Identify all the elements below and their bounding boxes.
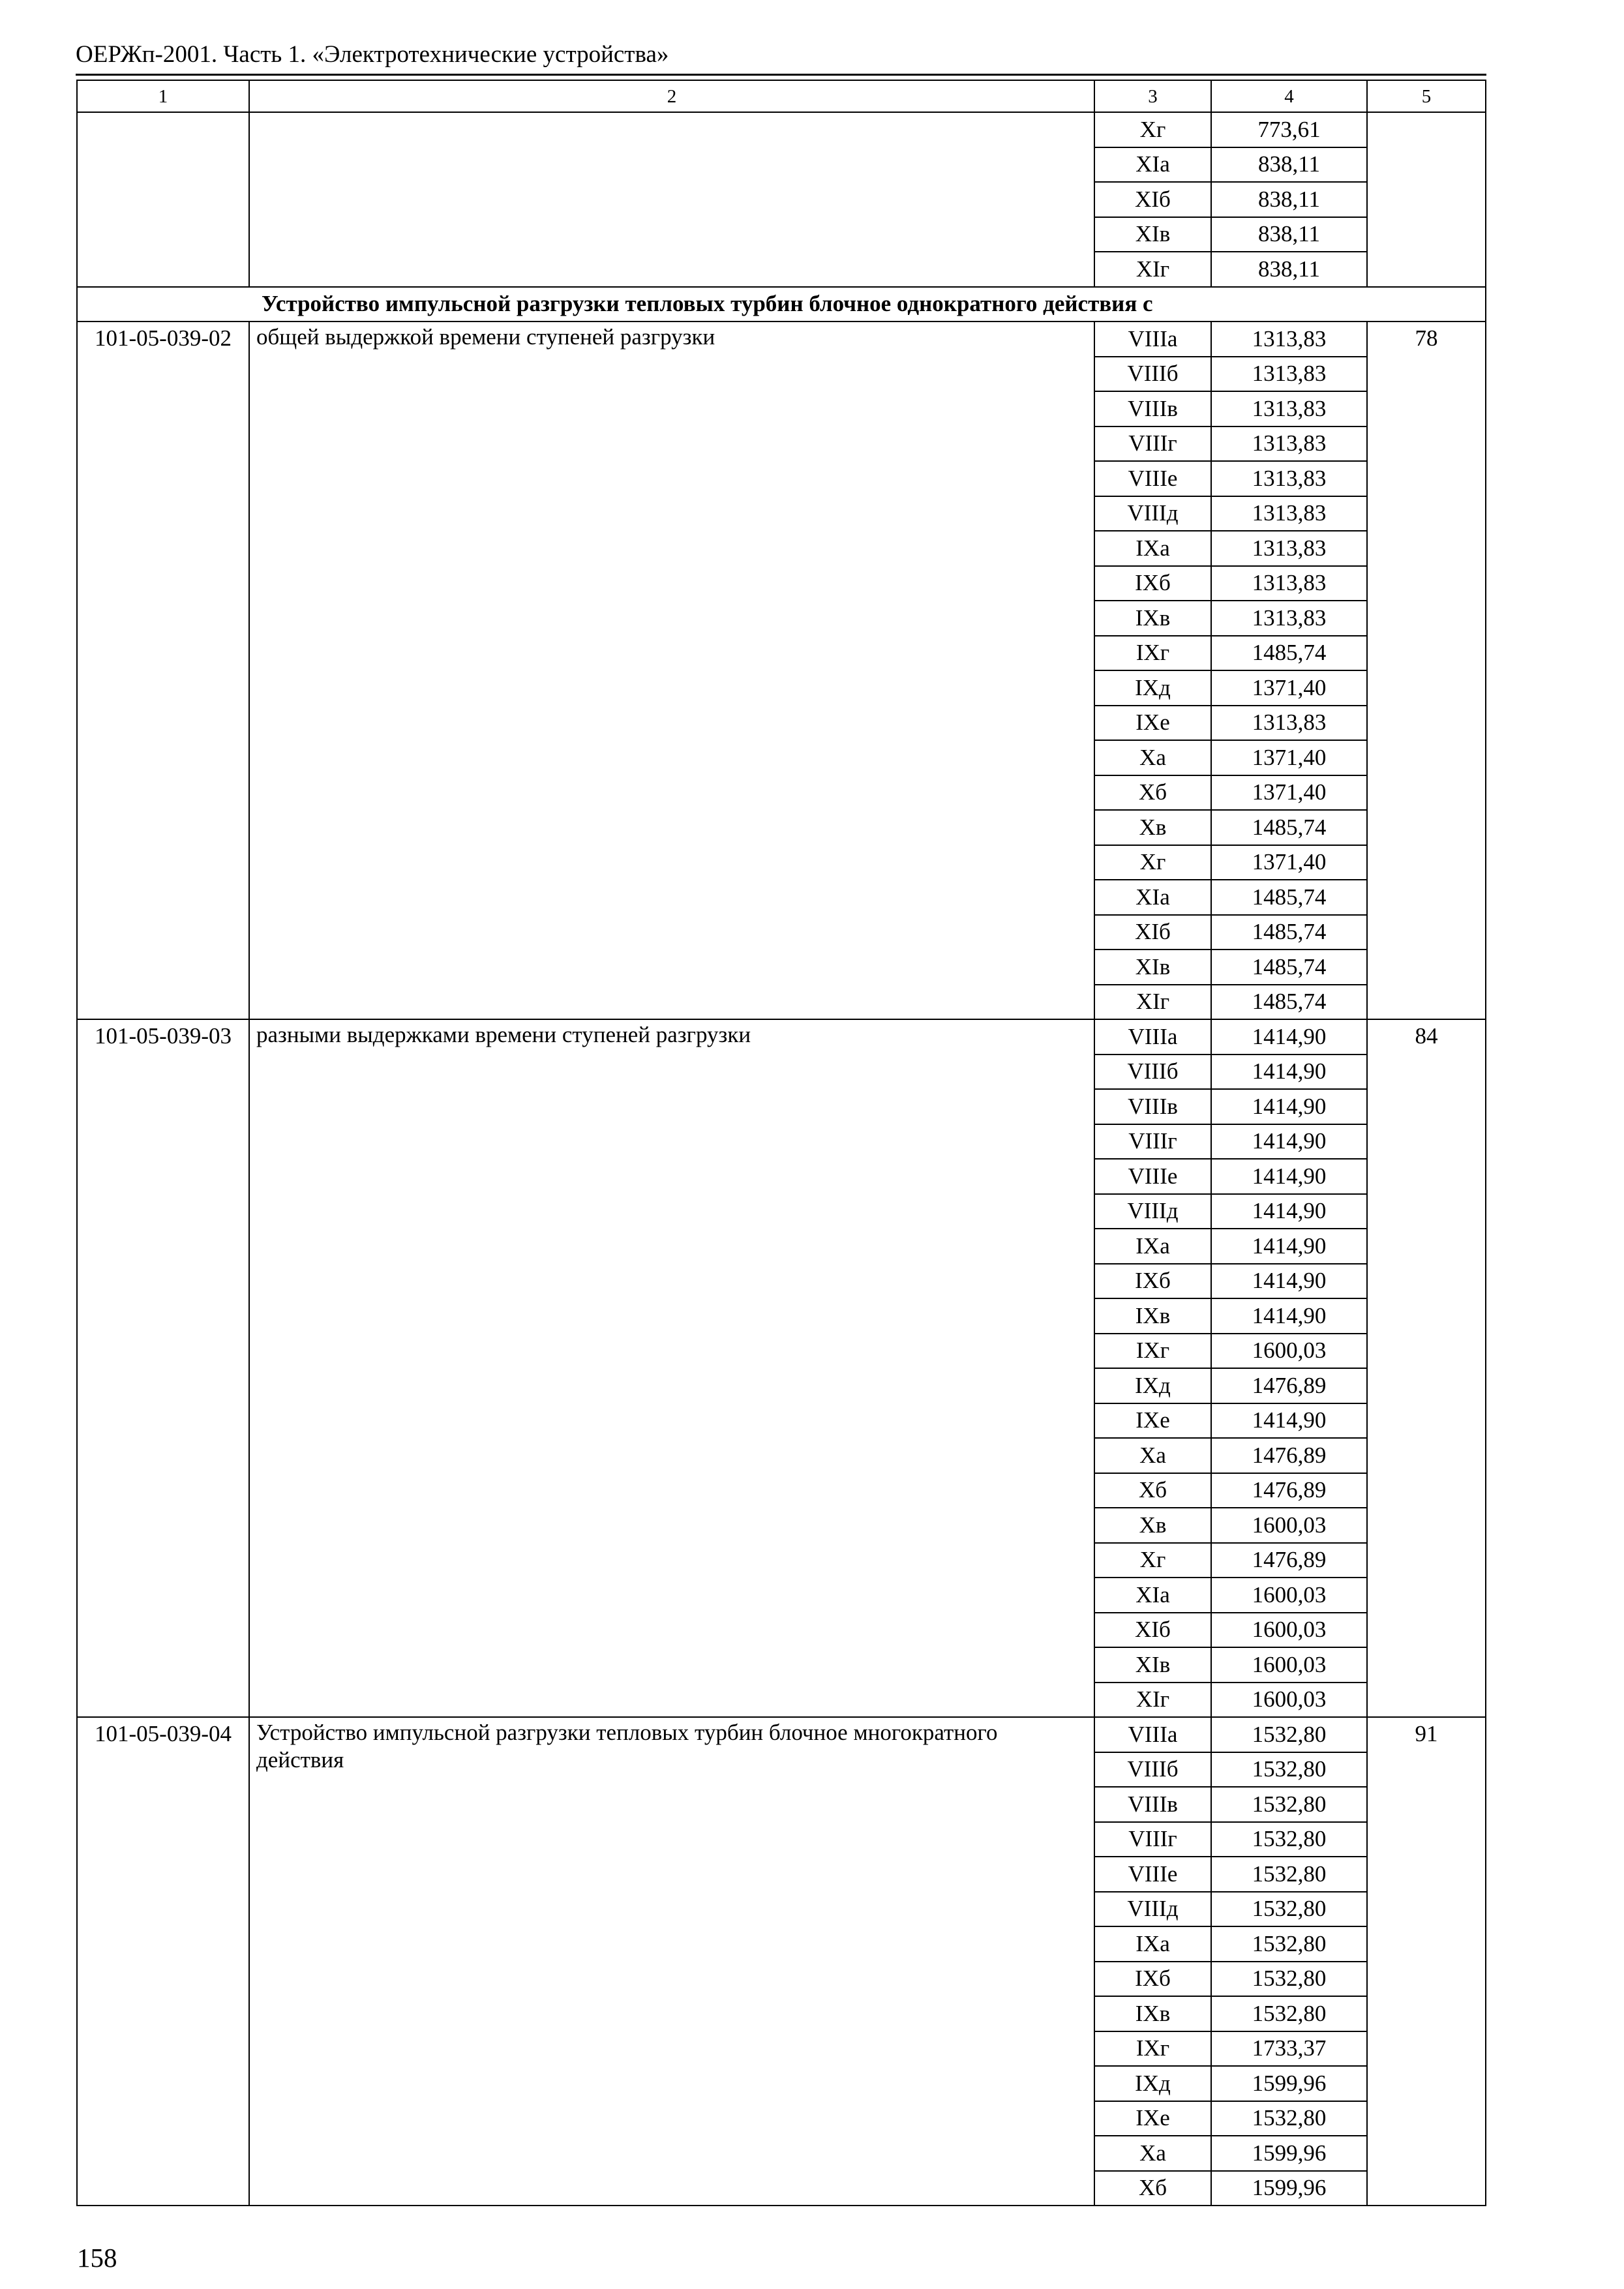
price-cell: 1532,80: [1211, 1996, 1367, 2031]
zone-cell: Xг: [1094, 845, 1211, 880]
price-cell: 1600,03: [1211, 1683, 1367, 1718]
price-cell: 1485,74: [1211, 915, 1367, 950]
price-cell: 1414,90: [1211, 1229, 1367, 1264]
zone-cell: XIг: [1094, 985, 1211, 1020]
zone-cell: Xг: [1094, 112, 1211, 147]
price-cell: 1414,90: [1211, 1055, 1367, 1090]
price-cell: 1313,83: [1211, 426, 1367, 462]
zone-cell: VIIIa: [1094, 1019, 1211, 1055]
zone-cell: VIIIд: [1094, 496, 1211, 531]
price-cell: 1600,03: [1211, 1508, 1367, 1543]
zone-cell: Xa: [1094, 740, 1211, 775]
zone-cell: XIa: [1094, 147, 1211, 183]
column-number-1: 1: [77, 80, 249, 112]
zone-cell: VIIIд: [1094, 1892, 1211, 1927]
price-cell: 1313,83: [1211, 566, 1367, 601]
price-cell: 838,11: [1211, 252, 1367, 287]
zone-cell: IXд: [1094, 1368, 1211, 1403]
price-cell: 1532,80: [1211, 1787, 1367, 1822]
price-cell: 1313,83: [1211, 706, 1367, 741]
zone-cell: XIa: [1094, 1578, 1211, 1613]
price-cell: 838,11: [1211, 182, 1367, 217]
column-number-4: 4: [1211, 80, 1367, 112]
table-row: [77, 1019, 1486, 1055]
zone-cell: IXг: [1094, 1334, 1211, 1369]
price-cell: 773,61: [1211, 112, 1367, 147]
price-cell: 1371,40: [1211, 670, 1367, 706]
price-cell: 1600,03: [1211, 1334, 1367, 1369]
price-cell: 1371,40: [1211, 845, 1367, 880]
zone-cell: VIIIг: [1094, 1822, 1211, 1857]
page-header-title: ОЕРЖп-2001. Часть 1. «Электротехнические устройства»: [76, 41, 669, 68]
zone-cell: VIIIб: [1094, 1752, 1211, 1788]
page-number: 158: [77, 2243, 117, 2273]
section-title-row: [77, 287, 1486, 322]
zone-cell: VIIIe: [1094, 461, 1211, 496]
price-cell: 1532,80: [1211, 1926, 1367, 1962]
zone-cell: IXб: [1094, 1264, 1211, 1299]
zone-cell: IXa: [1094, 1229, 1211, 1264]
zone-cell: XIб: [1094, 1613, 1211, 1648]
zone-cell: VIIIд: [1094, 1194, 1211, 1229]
zone-cell: IXe: [1094, 2101, 1211, 2136]
price-cell: 1313,83: [1211, 496, 1367, 531]
price-cell: 1313,83: [1211, 601, 1367, 636]
price-cell: 838,11: [1211, 217, 1367, 252]
zone-cell: VIIIв: [1094, 391, 1211, 426]
item-code: 101-05-039-02: [77, 322, 249, 1019]
zone-cell: XIг: [1094, 252, 1211, 287]
zone-cell: Xг: [1094, 1543, 1211, 1578]
zone-cell: Xa: [1094, 2136, 1211, 2171]
price-cell: 1599,96: [1211, 2171, 1367, 2206]
price-cell: 1532,80: [1211, 2101, 1367, 2136]
price-cell: 1485,74: [1211, 985, 1367, 1020]
zone-cell: XIб: [1094, 182, 1211, 217]
zone-cell: VIIIв: [1094, 1089, 1211, 1124]
price-cell: 1600,03: [1211, 1613, 1367, 1648]
zone-cell: XIв: [1094, 217, 1211, 252]
zone-cell: IXд: [1094, 670, 1211, 706]
price-cell: 1414,90: [1211, 1403, 1367, 1439]
zone-cell: VIIIг: [1094, 426, 1211, 462]
table-row: [77, 322, 1486, 357]
zone-cell: XIб: [1094, 915, 1211, 950]
item-sheet: 91: [1367, 1717, 1486, 2206]
zone-cell: IXб: [1094, 1962, 1211, 1997]
price-cell: 1600,03: [1211, 1647, 1367, 1683]
price-cell: 1599,96: [1211, 2066, 1367, 2101]
price-cell: 1532,80: [1211, 1962, 1367, 1997]
item-sheet: 84: [1367, 1019, 1486, 1717]
price-cell: 1485,74: [1211, 636, 1367, 671]
table-row: [77, 1717, 1486, 1752]
table-row: [77, 112, 1486, 147]
price-cell: 1476,89: [1211, 1543, 1367, 1578]
item-code: 101-05-039-03: [77, 1019, 249, 1717]
zone-cell: VIIIв: [1094, 1787, 1211, 1822]
item-description: общей выдержкой времени ступеней разгрузки: [249, 322, 1094, 1019]
price-cell: 1414,90: [1211, 1159, 1367, 1194]
header-rule: [76, 74, 1486, 76]
zone-cell: VIIIe: [1094, 1857, 1211, 1892]
zone-cell: Xв: [1094, 810, 1211, 845]
zone-cell: IXa: [1094, 531, 1211, 566]
item-sheet: 78: [1367, 322, 1486, 1019]
zone-cell: IXб: [1094, 566, 1211, 601]
zone-cell: IXa: [1094, 1926, 1211, 1962]
zone-cell: VIIIa: [1094, 322, 1211, 357]
zone-cell: IXг: [1094, 636, 1211, 671]
zone-cell: VIIIг: [1094, 1124, 1211, 1159]
price-cell: 1600,03: [1211, 1578, 1367, 1613]
price-cell: 1532,80: [1211, 1717, 1367, 1752]
section-title: Устройство импульсной разгрузки тепловых турбин блочное однократного действия с: [77, 287, 1486, 322]
price-cell: 1414,90: [1211, 1298, 1367, 1334]
column-number-5: 5: [1367, 80, 1486, 112]
price-cell: 1414,90: [1211, 1194, 1367, 1229]
price-cell: 1313,83: [1211, 461, 1367, 496]
price-cell: 1476,89: [1211, 1473, 1367, 1508]
zone-cell: IXв: [1094, 1298, 1211, 1334]
price-cell: 1414,90: [1211, 1264, 1367, 1299]
price-cell: 1371,40: [1211, 775, 1367, 811]
price-cell: 1733,37: [1211, 2031, 1367, 2067]
zone-cell: VIIIб: [1094, 1055, 1211, 1090]
price-cell: 1414,90: [1211, 1124, 1367, 1159]
zone-cell: XIг: [1094, 1683, 1211, 1718]
item-description: разными выдержками времени ступеней разгрузки: [249, 1019, 1094, 1717]
price-cell: 1532,80: [1211, 1752, 1367, 1788]
zone-cell: IXд: [1094, 2066, 1211, 2101]
zone-cell: Xб: [1094, 1473, 1211, 1508]
price-table-body: [77, 80, 1486, 2206]
zone-cell: Xa: [1094, 1438, 1211, 1473]
column-number-3: 3: [1094, 80, 1211, 112]
item-description: Устройство импульсной разгрузки тепловых турбин блочное многократного действия: [249, 1717, 1094, 2206]
price-cell: 838,11: [1211, 147, 1367, 183]
price-cell: 1485,74: [1211, 880, 1367, 915]
price-cell: 1532,80: [1211, 1892, 1367, 1927]
zone-cell: XIв: [1094, 1647, 1211, 1683]
column-number-2: 2: [249, 80, 1094, 112]
price-cell: 1371,40: [1211, 740, 1367, 775]
price-cell: 1485,74: [1211, 810, 1367, 845]
zone-cell: XIa: [1094, 880, 1211, 915]
price-table: [76, 80, 1486, 2206]
price-cell: 1485,74: [1211, 950, 1367, 985]
price-cell: 1532,80: [1211, 1857, 1367, 1892]
zone-cell: XIв: [1094, 950, 1211, 985]
price-cell: 1313,83: [1211, 531, 1367, 566]
zone-cell: VIIIa: [1094, 1717, 1211, 1752]
zone-cell: IXe: [1094, 706, 1211, 741]
zone-cell: Xб: [1094, 775, 1211, 811]
zone-cell: IXг: [1094, 2031, 1211, 2067]
zone-cell: VIIIб: [1094, 357, 1211, 392]
zone-cell: VIIIe: [1094, 1159, 1211, 1194]
zone-cell: IXв: [1094, 601, 1211, 636]
zone-cell: Xв: [1094, 1508, 1211, 1543]
sheet-cell-empty: [1367, 112, 1486, 287]
price-cell: 1476,89: [1211, 1438, 1367, 1473]
zone-cell: IXв: [1094, 1996, 1211, 2031]
price-cell: 1599,96: [1211, 2136, 1367, 2171]
code-cell-empty: [77, 112, 249, 287]
description-cell-empty: [249, 112, 1094, 287]
zone-cell: IXe: [1094, 1403, 1211, 1439]
price-cell: 1476,89: [1211, 1368, 1367, 1403]
zone-cell: Xб: [1094, 2171, 1211, 2206]
price-cell: 1313,83: [1211, 322, 1367, 357]
price-cell: 1414,90: [1211, 1089, 1367, 1124]
price-cell: 1313,83: [1211, 357, 1367, 392]
item-code: 101-05-039-04: [77, 1717, 249, 2206]
price-cell: 1313,83: [1211, 391, 1367, 426]
price-cell: 1532,80: [1211, 1822, 1367, 1857]
price-cell: 1414,90: [1211, 1019, 1367, 1055]
column-number-row: [77, 80, 1486, 112]
